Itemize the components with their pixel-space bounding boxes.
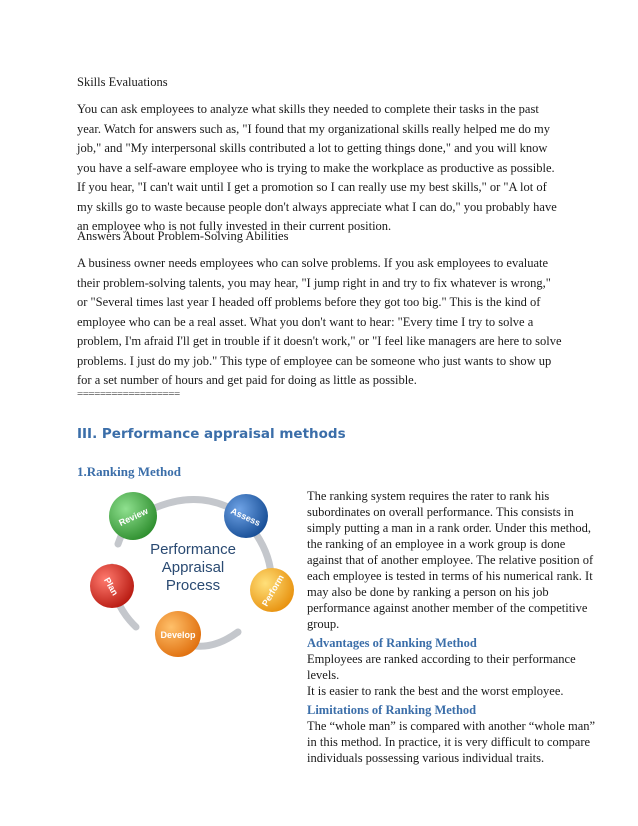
diagram-title-line: Process (165, 577, 221, 594)
problem-line: employee who can be a real asset. What you don't want to hear: "Every time I try to solve a (77, 314, 534, 329)
problem-paragraph (77, 254, 577, 391)
problem-line: for a set number of hours and get paid for doing as little as possible. (77, 373, 417, 387)
stage-label: Assess (229, 505, 262, 529)
advantages-heading: Advantages of Ranking Method (307, 636, 477, 650)
ranking-description-line: The ranking system requires the rater to rank his (307, 489, 550, 503)
limitations-line: individuals possessing various individual traits. (307, 751, 545, 765)
limitations-line: The “whole man” is compared with another “whole man” (307, 719, 596, 733)
stage-label: Review (117, 505, 150, 528)
ranking-description-line: may also be done by ranking a person on his job (307, 585, 549, 599)
skills-paragraph (77, 100, 577, 237)
problem-line: their problem-solving talents, you may hear, "I jump right in and try to fix whatever is wrong," (77, 275, 551, 290)
stage-plan (90, 564, 134, 608)
problem-line: problem, I'm afraid I'll get in trouble if it doesn't work," or "I feel like managers are here to solve (77, 334, 562, 348)
problem-heading: Answers About Problem-Solving Abilities (77, 229, 289, 243)
skills-line: job," and "My interpersonal skills contributed a lot to getting things done," and you will know (77, 141, 548, 155)
skills-line: You can ask employees to analyze what skills they needed to complete their tasks in the past (77, 102, 539, 116)
advantages-line: levels. (307, 668, 340, 682)
ranking-description-line: against that of another employee. The relative position of (307, 553, 594, 567)
arrow-review-assess (150, 499, 230, 510)
ranking-description-line: the ranking of an employee in a work group is done (307, 537, 566, 551)
diagram-title-line: Performance (150, 541, 236, 558)
advantages-line: It is easier to rank the best and the worst employee. (307, 684, 564, 698)
ranking-description-line: performance against another member of the competitive (307, 601, 588, 615)
ranking-description-line: group. (307, 617, 340, 631)
skills-line: you have a self-aware employee who is trying to make the workplace as productive as possible. (77, 160, 555, 175)
limitations-line: in this method. In practice, it is very difficult to compare (307, 735, 591, 749)
advantages-line: Employees are ranked according to their performance (307, 652, 576, 666)
stage-develop (155, 611, 201, 657)
limitations-heading: Limitations of Ranking Method (307, 703, 477, 717)
ranking-description-line: subordinates on overall performance. This consists in (307, 505, 574, 519)
skills-heading: Skills Evaluations (77, 75, 168, 89)
stage-label: Perform (259, 573, 286, 608)
ranking-description-line: each employee is tested in terms of his numerical rank. It (307, 569, 593, 583)
section-title: III. Performance appraisal methods (77, 426, 346, 442)
diagram-title-line: Appraisal (161, 559, 225, 576)
divider: ================== (77, 388, 180, 400)
subsection-title: 1.Ranking Method (77, 464, 182, 479)
skills-line: an employee who is not fully invested in their current position. (77, 219, 392, 233)
problem-line: A business owner needs employees who can solve problems. If you ask employees to evaluate (77, 256, 549, 270)
stage-review (109, 492, 157, 540)
stage-label: Develop (160, 630, 196, 640)
stage-label: Plan (102, 575, 121, 598)
stage-assess (224, 494, 268, 538)
ranking-description-line: simply putting a man in a rank order. Under this method, (307, 521, 591, 535)
problem-line: or "Several times last year I headed off problems before they got too big." This is the kind of (77, 295, 541, 309)
appraisal-process-diagram (88, 482, 298, 660)
skills-line: my skills go to waste because people don't always appreciate what I can do," you probably have (77, 199, 557, 214)
stage-perform (250, 568, 294, 612)
problem-line: problems. I just do my job." This type of employee can be someone who just wants to show up (77, 353, 552, 368)
skills-line: If you hear, "I can't wait until I get a promotion so I can really use my best skills," or "A lot of (77, 180, 547, 194)
skills-line: year. Watch for answers such as, "I found that my organizational skills really helped me do my (77, 121, 550, 136)
ranking-method-text (307, 488, 597, 766)
